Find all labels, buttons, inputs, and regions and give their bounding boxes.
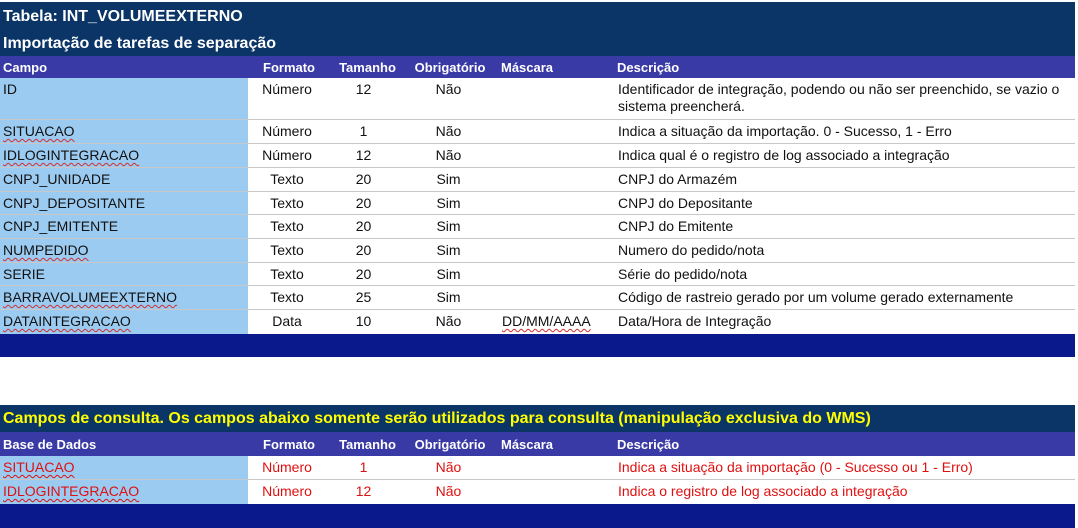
header-campo: Campo: [3, 59, 48, 75]
header-obrigatorio: Obrigatório: [414, 436, 486, 452]
field-name: ID: [0, 78, 248, 119]
field-required: Não: [435, 81, 462, 97]
field-required: Não: [435, 483, 462, 499]
field-required: Sim: [436, 218, 461, 234]
field-required: Não: [435, 313, 462, 329]
field-mask: [496, 168, 618, 171]
field-name: NUMPEDIDO: [0, 239, 248, 262]
field-required: Sim: [436, 242, 461, 258]
field-format: Texto: [270, 218, 304, 234]
table-row: [0, 120, 1075, 144]
field-mask: [496, 263, 618, 266]
field-format: Texto: [270, 195, 304, 211]
header-tamanho: Tamanho: [339, 436, 396, 452]
field-format: Texto: [270, 242, 304, 258]
table-row: [0, 168, 1075, 192]
field-name: SERIE: [0, 263, 248, 285]
field-name: CNPJ_DEPOSITANTE: [0, 192, 248, 214]
field-required: Sim: [436, 171, 461, 187]
header-mascara: Máscara: [501, 436, 554, 452]
field-description: Indica a situação da importação (0 - Sucesso ou 1 - Erro): [618, 459, 973, 475]
field-description: Indica qual é o registro de log associado a integração: [618, 147, 950, 163]
consulta-title: Campos de consulta. Os campos abaixo somente serão utilizados para consulta (manipulação exclusiva do WMS): [0, 405, 1075, 432]
field-name: CNPJ_EMITENTE: [0, 215, 248, 238]
table-row: [0, 263, 1075, 286]
field-mask: [496, 120, 618, 123]
field-mask: [496, 78, 618, 81]
field-size: 25: [355, 289, 372, 305]
table-row: [0, 78, 1075, 120]
field-required: Não: [435, 123, 462, 139]
field-mask: [496, 480, 618, 483]
field-name: SITUACAO: [0, 120, 248, 143]
field-format: Texto: [270, 266, 304, 282]
field-format: Número: [262, 81, 312, 97]
field-size: 20: [355, 195, 372, 211]
header-descricao: Descrição: [617, 59, 680, 75]
field-description: Identificador de integração, podendo ou não ser preenchido, se vazio o sistema preencherá.: [618, 81, 1060, 114]
table-row: [0, 239, 1075, 263]
table-row: [0, 480, 1075, 504]
consulta-footer-bar: [0, 504, 1075, 528]
field-description: CNPJ do Armazém: [618, 171, 738, 187]
header-formato: Formato: [263, 436, 315, 452]
field-description: Numero do pedido/nota: [618, 242, 765, 258]
table-row: [0, 215, 1075, 239]
table-row: [0, 144, 1075, 168]
table-row: [0, 286, 1075, 310]
field-name: DATAINTEGRACAO: [0, 310, 248, 334]
table-footer-bar: [0, 334, 1075, 357]
field-size: 20: [355, 218, 372, 234]
consulta-header-row: [0, 432, 1075, 456]
header-descricao: Descrição: [617, 436, 680, 452]
field-mask: DD/MM/AAAA: [502, 313, 591, 329]
field-description: Código de rastreio gerado por um volume gerado externamente: [618, 289, 1014, 305]
header-obrigatorio: Obrigatório: [414, 59, 486, 75]
field-format: Texto: [270, 289, 304, 305]
field-size: 10: [355, 313, 372, 329]
table-row: [0, 310, 1075, 334]
field-format: Número: [262, 147, 312, 163]
field-size: 1: [359, 123, 368, 139]
field-mask: [496, 215, 618, 218]
field-required: Não: [435, 147, 462, 163]
field-description: Indica o registro de log associado a integração: [618, 483, 908, 499]
header-base-dados: Base de Dados: [3, 436, 97, 452]
table-title: Tabela: INT_VOLUMEEXTERNO: [0, 2, 1075, 31]
field-format: Número: [262, 483, 312, 499]
field-size: 20: [355, 266, 372, 282]
field-size: 1: [359, 459, 368, 475]
field-size: 20: [355, 242, 372, 258]
field-format: Número: [262, 459, 312, 475]
field-mask: [496, 144, 618, 147]
table-row: [0, 192, 1075, 215]
field-name: IDLOGINTEGRACAO: [0, 480, 248, 504]
field-mask: [496, 286, 618, 289]
table-subtitle: Importação de tarefas de separação: [0, 31, 1075, 56]
field-description: CNPJ do Depositante: [618, 195, 753, 211]
field-format: Texto: [270, 171, 304, 187]
field-name: IDLOGINTEGRACAO: [0, 144, 248, 167]
table-row: [0, 456, 1075, 480]
field-size: 12: [355, 147, 372, 163]
field-required: Não: [435, 459, 462, 475]
field-name: SITUACAO: [0, 456, 248, 479]
field-required: Sim: [436, 195, 461, 211]
field-required: Sim: [436, 266, 461, 282]
field-required: Sim: [436, 289, 461, 305]
field-format: Data: [272, 313, 302, 329]
field-description: CNPJ do Emitente: [618, 218, 734, 234]
field-size: 12: [355, 81, 372, 97]
field-description: Data/Hora de Integração: [618, 313, 772, 329]
field-size: 12: [355, 483, 372, 499]
field-mask: [496, 192, 618, 195]
header-mascara: Máscara: [501, 59, 554, 75]
field-description: Série do pedido/nota: [618, 266, 748, 282]
field-format: Número: [262, 123, 312, 139]
field-description: Indica a situação da importação. 0 - Sucesso, 1 - Erro: [618, 123, 952, 139]
header-formato: Formato: [263, 59, 315, 75]
field-name: BARRAVOLUMEEXTERNO: [0, 286, 248, 309]
header-tamanho: Tamanho: [339, 59, 396, 75]
field-mask: [496, 239, 618, 242]
field-mask: [496, 456, 618, 459]
field-name: CNPJ_UNIDADE: [0, 168, 248, 191]
field-size: 20: [355, 171, 372, 187]
table-header-row: [0, 56, 1075, 78]
